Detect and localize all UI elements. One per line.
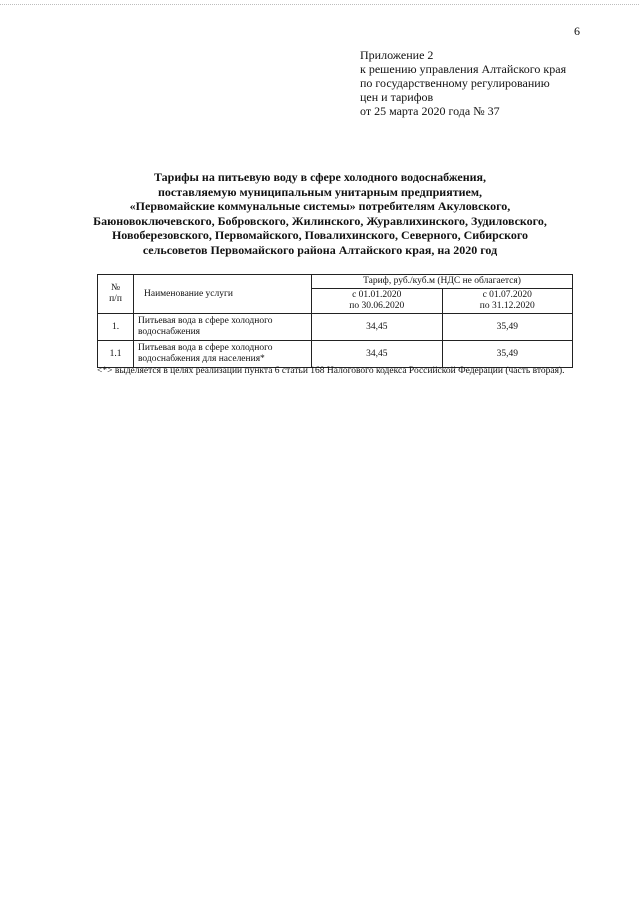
table-row — [98, 341, 573, 368]
appendix-line: от 25 марта 2020 года № 37 — [360, 104, 500, 118]
title-line: Баюновоключевского, Бобровского, Жилинского, Журавлихинского, Зудиловского, — [93, 213, 547, 228]
page-edge-line — [0, 4, 639, 5]
row-value-period-1: 34,45 — [312, 341, 443, 368]
title-line: поставляемую муниципальным унитарным предприятием, — [157, 184, 482, 199]
appendix-line: по государственному регулированию — [360, 76, 550, 90]
tariff-table — [97, 274, 573, 368]
title-line: сельсоветов Первомайского района Алтайского края, на 2020 год — [142, 242, 498, 257]
page-number: 6 — [574, 24, 580, 38]
appendix-line: цен и тарифов — [360, 90, 434, 104]
header-period-1: с 01.01.2020 по 30.06.2020 — [312, 289, 443, 314]
footnote: <*> выделяется в целях реализации пункта 6 статьи 168 Налогового кодекса Российской Федерации (часть вторая). — [97, 366, 565, 376]
row-value-period-1: 34,45 — [312, 314, 443, 341]
table-row — [98, 314, 573, 341]
title-line: Новоберезовского, Первомайского, Повалихинского, Северного, Сибирского — [111, 228, 529, 242]
appendix-line: к решению управления Алтайского края — [360, 62, 567, 76]
row-number: 1.1 — [98, 341, 134, 368]
document-title — [70, 170, 570, 257]
header-period-2: с 01.07.2020 по 31.12.2020 — [442, 289, 573, 314]
row-value-period-2: 35,49 — [442, 314, 573, 341]
row-service-name: Питьевая вода в сфере холодного водоснабжения — [134, 314, 312, 341]
row-number: 1. — [98, 314, 134, 341]
appendix-line: Приложение 2 — [360, 48, 434, 62]
header-number: № п/п — [98, 275, 134, 314]
header-tariff: Тариф, руб./куб.м (НДС не облагается) — [312, 275, 573, 289]
table-header-row — [98, 275, 573, 289]
row-service-name: Питьевая вода в сфере холодного водоснабжения для населения* — [134, 341, 312, 368]
title-line: Тарифы на питьевую воду в сфере холодного водоснабжения, — [153, 170, 487, 184]
title-line: «Первомайские коммунальные системы» потребителям Акуловского, — [129, 199, 511, 213]
appendix-block — [360, 48, 620, 118]
header-service-name: Наименование услуги — [134, 275, 312, 314]
row-value-period-2: 35,49 — [442, 341, 573, 368]
